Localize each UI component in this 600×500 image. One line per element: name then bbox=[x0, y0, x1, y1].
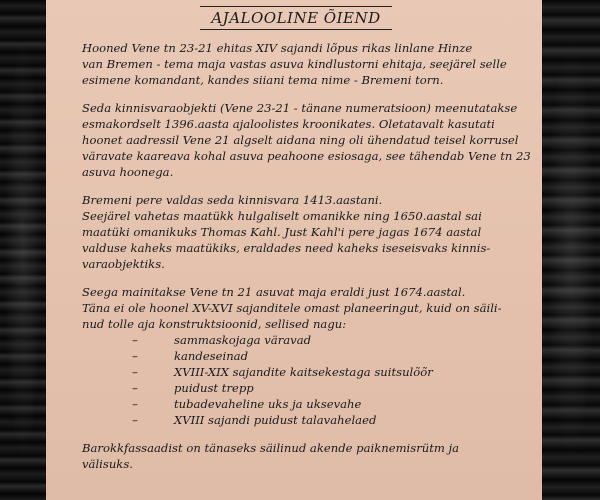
text-line: van Bremen - tema maja vastas asuva kindlustorni ehitaja, seejärel selle bbox=[82, 57, 507, 71]
list-item bbox=[82, 364, 527, 380]
text-line: Täna ei ole hoonel XV-XVI sajanditele omast planeeringut, kuid on säili- bbox=[82, 301, 502, 315]
list-item bbox=[82, 412, 527, 428]
list-dash: – bbox=[132, 365, 138, 379]
text-line: varaobjektiks. bbox=[82, 257, 165, 271]
text-line: välisuks. bbox=[82, 457, 133, 471]
list-item-text: puidust trepp bbox=[174, 381, 254, 395]
list-item bbox=[82, 380, 527, 396]
text-line: Barokkfassaadist on tänaseks säilinud akende paiknemisrütm ja bbox=[82, 441, 460, 455]
text-line: Hooned Vene tn 23-21 ehitas XIV sajandi lõpus rikas linlane Hinze bbox=[82, 41, 473, 55]
placard-title: AJALOOLINE ÕIEND bbox=[211, 9, 381, 27]
text-line: hoonet aadressil Vene 21 algselt aidana ning oli ühendatud teisel korrusel bbox=[82, 133, 519, 147]
text-line: Seda kinnisvaraobjekti (Vene 23-21 - tänane numeratsioon) meenutatakse bbox=[82, 101, 518, 115]
paragraph-5 bbox=[82, 440, 527, 472]
list-item-text: XVIII sajandi puidust talavahelaed bbox=[174, 413, 377, 427]
list-dash: – bbox=[132, 397, 138, 411]
list-dash: – bbox=[132, 413, 138, 427]
frame-right-border bbox=[542, 0, 600, 500]
text-line: Seega mainitakse Vene tn 21 asuvat maja eraldi just 1674.aastal. bbox=[82, 285, 466, 299]
list-item-text: kandeseinad bbox=[174, 349, 249, 363]
list-item bbox=[82, 332, 527, 348]
list-dash: – bbox=[132, 349, 138, 363]
text-line: nud tolle aja konstruktsioonid, sellised nagu: bbox=[82, 317, 347, 331]
list-item-text: sammaskojaga väravad bbox=[174, 333, 312, 347]
list-dash: – bbox=[132, 333, 138, 347]
text-line: esmakordselt 1396.aasta ajaloolistes kroonikates. Oletatavalt kasutati bbox=[82, 117, 495, 131]
title-block bbox=[196, 6, 396, 30]
text-line: Bremeni pere valdas seda kinnisvara 1413.aastani. bbox=[82, 193, 383, 207]
list-item-text: XVIII-XIX sajandite kaitsekestaga suitsulõõr bbox=[174, 365, 433, 379]
text-line: maatüki omanikuks Thomas Kahl. Just Kahl'i pere jagas 1674 aastal bbox=[82, 225, 482, 239]
paragraph-1 bbox=[82, 40, 527, 88]
paragraph-3 bbox=[82, 192, 527, 272]
title-rule-bottom bbox=[200, 29, 392, 30]
list-item-text: tubadevaheline uks ja uksevahe bbox=[174, 397, 362, 411]
paragraph-2 bbox=[82, 100, 531, 180]
list-item bbox=[82, 348, 527, 364]
text-line: Seejärel vahetas maatükk hulgaliselt omanikke ning 1650.aastal sai bbox=[82, 209, 482, 223]
text-line: valduse kaheks maatükiks, eraldades need kaheks iseseisvaks kinnis- bbox=[82, 241, 491, 255]
frame-left-border bbox=[0, 0, 46, 500]
text-line: väravate kaareava kohal asuva peahoone esiosaga, see tähendab Vene tn 23 bbox=[82, 149, 531, 163]
list-item bbox=[82, 396, 527, 412]
placard-body bbox=[82, 40, 531, 484]
text-line: esimene komandant, kandes siiani tema nime - Bremeni torn. bbox=[82, 73, 444, 87]
list-dash: – bbox=[132, 381, 138, 395]
placard bbox=[46, 0, 542, 500]
text-line: asuva hoonega. bbox=[82, 165, 174, 179]
paragraph-4 bbox=[82, 284, 527, 428]
